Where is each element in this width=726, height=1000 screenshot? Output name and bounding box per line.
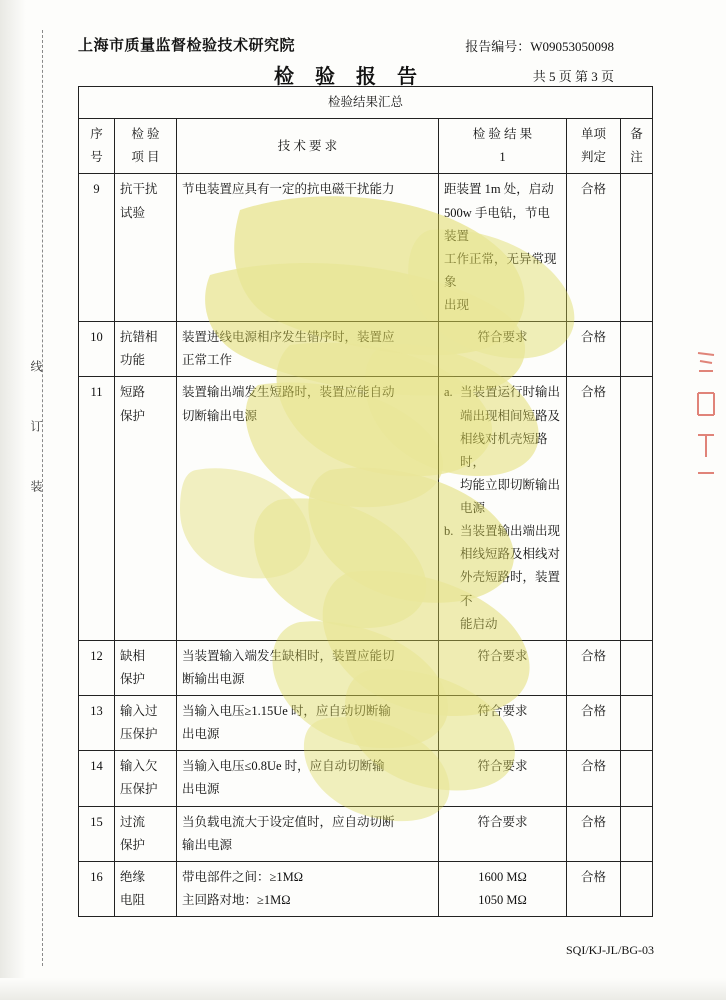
- result-sub-text: 当装置输出端出现 相线短路及相线对 外壳短路时，装置不 能启动: [460, 524, 561, 631]
- form-code: SQI/KJ-JL/BG-03: [565, 943, 654, 957]
- document-header: [78, 34, 706, 92]
- binding-label-ding: 订: [29, 420, 43, 434]
- column-header-result: 检 验 结 果 1: [439, 119, 567, 174]
- result-sub-item: [444, 520, 561, 636]
- cell-remark: [621, 696, 653, 751]
- cell-result: 符合要求: [439, 696, 567, 751]
- cell-result: 符合要求: [439, 806, 567, 861]
- page-count: 共 5 页 第 3 页: [532, 69, 614, 84]
- page-title: 检 验 报 告: [274, 66, 425, 88]
- result-sub-item: [444, 381, 561, 520]
- cell-item: 过流 保护: [115, 806, 177, 861]
- cell-item: 输入欠 压保护: [115, 751, 177, 806]
- cell-judgement: 合格: [567, 861, 621, 916]
- result-sub-marker: b.: [444, 524, 454, 539]
- cell-item: 短路 保护: [115, 377, 177, 640]
- red-margin-marks: [694, 345, 720, 495]
- cell-remark: [621, 174, 653, 322]
- binding-label-zhuang: 装: [29, 480, 43, 494]
- column-header-requirement: 技 术 要 求: [177, 119, 439, 174]
- cell-result: 距装置 1m 处，启动 500w 手电钻，节电装置 工作正常，无异常现象 出现: [439, 174, 567, 322]
- table-row: [79, 174, 653, 322]
- column-header-judge: 单项 判定: [567, 119, 621, 174]
- cell-result: 符合要求: [439, 640, 567, 695]
- cell-index: 16: [79, 861, 115, 916]
- column-header-remark: 备 注: [621, 119, 653, 174]
- cell-judgement: 合格: [567, 640, 621, 695]
- paper-edge-top: [0, 0, 726, 14]
- cell-result: 1600 MΩ 1050 MΩ: [439, 861, 567, 916]
- table-row: [79, 751, 653, 806]
- cell-remark: [621, 751, 653, 806]
- cell-index: 15: [79, 806, 115, 861]
- cell-index: 9: [79, 174, 115, 322]
- table-band-title: 检验结果汇总: [79, 87, 653, 119]
- result-sub-text: 当装置运行时输出 端出现相间短路及 相线对机壳短路时， 均能立即切断输出 电源: [460, 385, 561, 515]
- cell-index: 13: [79, 696, 115, 751]
- inspection-results-table: [78, 86, 653, 917]
- paper-edge-bottom: [0, 978, 726, 1000]
- table-row: [79, 806, 653, 861]
- cell-requirement: 当输入电压≥1.15Ue 时，应自动切断输 出电源: [177, 696, 439, 751]
- cell-remark: [621, 377, 653, 640]
- table-band-row: [79, 87, 653, 119]
- result-sub-marker: a.: [444, 385, 453, 400]
- cell-result: 符合要求: [439, 322, 567, 377]
- cell-result: [439, 377, 567, 640]
- table-row: [79, 640, 653, 695]
- column-header-item: 检 验 项 目: [115, 119, 177, 174]
- cell-judgement: 合格: [567, 751, 621, 806]
- cell-requirement: 当负载电流大于设定值时，应自动切断 输出电源: [177, 806, 439, 861]
- cell-remark: [621, 322, 653, 377]
- table-header-row: [79, 119, 653, 174]
- column-header-index: 序 号: [79, 119, 115, 174]
- cell-judgement: 合格: [567, 174, 621, 322]
- cell-item: 缺相 保护: [115, 640, 177, 695]
- cell-result: 符合要求: [439, 751, 567, 806]
- cell-item: 抗错相 功能: [115, 322, 177, 377]
- paper-edge-left: [0, 0, 26, 1000]
- cell-requirement: 当装置输入端发生缺相时，装置应能切 断输出电源: [177, 640, 439, 695]
- cell-requirement: 带电部件之间：≥1MΩ 主回路对地：≥1MΩ: [177, 861, 439, 916]
- cell-requirement: 装置输出端发生短路时，装置应能自动 切断输出电源: [177, 377, 439, 640]
- cell-requirement: 当输入电压≤0.8Ue 时，应自动切断输 出电源: [177, 751, 439, 806]
- cell-judgement: 合格: [567, 806, 621, 861]
- table-row: [79, 696, 653, 751]
- cell-index: 14: [79, 751, 115, 806]
- cell-requirement: 节电装置应具有一定的抗电磁干扰能力: [177, 174, 439, 322]
- cell-index: 10: [79, 322, 115, 377]
- cell-item: 抗干扰 试验: [115, 174, 177, 322]
- cell-judgement: 合格: [567, 696, 621, 751]
- organization-name: 上海市质量监督检验技术研究院: [78, 38, 296, 54]
- results-table-wrapper: [78, 86, 652, 917]
- binding-label-xian: 线: [29, 360, 43, 374]
- cell-remark: [621, 861, 653, 916]
- cell-remark: [621, 806, 653, 861]
- table-row: [79, 322, 653, 377]
- cell-judgement: 合格: [567, 377, 621, 640]
- binding-dashed-line: [42, 30, 43, 966]
- cell-item: 绝缘 电阻: [115, 861, 177, 916]
- table-row: [79, 377, 653, 640]
- report-number: 报告编号：W09053050098: [465, 39, 614, 54]
- table-row: [79, 861, 653, 916]
- cell-remark: [621, 640, 653, 695]
- cell-index: 11: [79, 377, 115, 640]
- cell-requirement: 装置进线电源相序发生错序时，装置应 正常工作: [177, 322, 439, 377]
- cell-item: 输入过 压保护: [115, 696, 177, 751]
- cell-index: 12: [79, 640, 115, 695]
- cell-judgement: 合格: [567, 322, 621, 377]
